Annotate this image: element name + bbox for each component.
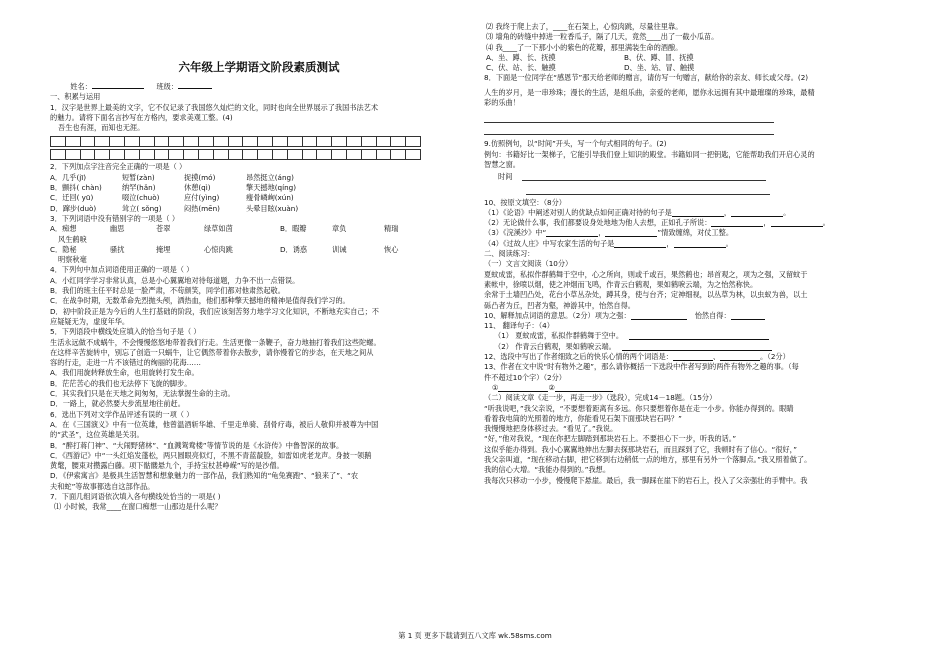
name-class-line: [50, 80, 468, 92]
grid-cell[interactable]: [169, 136, 184, 147]
q7-stem: 7．下面几组词语依次填入各句横线处恰当的一项是( ): [50, 491, 221, 501]
q13-line-2: 件不超过10个字）（2分）: [484, 372, 566, 382]
q3-option-row-cell: B．暇瓣: [280, 224, 307, 234]
q3-option-row-cell: 精瑞: [384, 224, 399, 234]
q8-example-1: 人生的岁月，是一串珍珠；漫长的生活，是组乐曲，亲爱的老师，愿你永远拥有其中最璀璨的珍珠，最精: [484, 87, 815, 97]
q2-option-row: [50, 183, 468, 193]
grid-cell[interactable]: [51, 136, 66, 147]
grid-cell[interactable]: [51, 149, 66, 160]
q12-blank-2[interactable]: [720, 352, 760, 361]
q2-option-row-cell: 耸立( sǒng): [122, 203, 162, 213]
q2-option-row-cell: B．颤抖( chàn): [50, 183, 102, 193]
q2-options: [50, 173, 468, 214]
grid-cell[interactable]: [303, 149, 318, 160]
q6-option: 黄氅，腰束对攒露白藤。项下骷髅悬九个，手持宝杖甚峥嵘”写的是沙僧。: [50, 461, 284, 471]
q3-option-row-cell: 心惊肉跳: [204, 244, 233, 254]
q10-text: ”情致缠绵，对仗工整。: [657, 228, 734, 238]
q8-answer-line-2[interactable]: [484, 124, 774, 135]
q5-option: C．其实我们只是在天地之间匆匆，无法掌握生命的主动。: [50, 389, 235, 399]
page-footer: 第 1 页 更多下载请到五八文库 wk.58sms.com: [398, 631, 552, 640]
grid-cell[interactable]: [199, 136, 214, 147]
q11a-prompt-2: 怡然自得：: [694, 310, 731, 320]
left-body: [50, 80, 468, 513]
q9-example-1: 例句：书籍好比一架梯子，它能引导我们登上知识的殿堂。书籍如同一把钥匙，它能帮助我们开启心灵的: [484, 149, 815, 159]
grid-cell[interactable]: [406, 149, 421, 160]
q6-stem: 6．选出下列对文学作品评述有误的一项（ ）: [50, 409, 194, 419]
q11-stem: 11、 翻译句子：（4）: [484, 321, 554, 331]
q13-blank-1[interactable]: [498, 383, 548, 392]
grid-cell[interactable]: [169, 149, 184, 160]
q2-option-row-cell: 头晕目眩(xuàn): [246, 203, 299, 213]
q1-quote: 吾生也有涯，而知也无涯。: [58, 123, 145, 133]
grid-cell[interactable]: [391, 149, 406, 160]
q9-answer-row: [484, 172, 898, 182]
q10-text: ，: [598, 228, 606, 238]
q2-option-row-cell: 应付(yìng): [184, 193, 220, 203]
q3-option-row-cell: 章负: [332, 224, 347, 234]
q5-passage-line: 在这样辛苦旋转中，别忘了创造一只蜗牛，让它偶然带着你去散步，请你慢着它的步态，在天地之间从: [50, 347, 374, 357]
q2-stem: 2．下列加点字注音完全正确的一项是（ ）: [50, 162, 187, 172]
q10-text: ，: [763, 218, 771, 228]
grid-cell[interactable]: [243, 136, 258, 147]
q9-example-2: 智慧之窗。: [484, 159, 520, 169]
q6-option: 夫和蛇”等故事都选自这部作品。: [50, 481, 155, 491]
grid-cell[interactable]: [273, 136, 288, 147]
q7-option-row-cell: B、伏、蹲、冒、抚摸: [624, 52, 694, 62]
grid-cell[interactable]: [377, 149, 392, 160]
q3-option-row-cell: 训诫: [332, 244, 347, 254]
section-2-1-heading: （一）文言文阅读（10分）: [484, 259, 573, 269]
q3-option-row: [50, 245, 468, 255]
grid-cell[interactable]: [184, 149, 199, 160]
q10-blank[interactable]: [614, 239, 666, 248]
q11a-blank-2[interactable]: [731, 311, 765, 320]
grid-cell[interactable]: [347, 136, 362, 147]
q10-blank[interactable]: [771, 218, 823, 227]
q3-options: [50, 224, 468, 265]
q10-text: ，: [666, 238, 674, 248]
q4-option: A．小红同学学习非常认真，总是小心翼翼地对待每道题，力争不出一点错误。: [50, 275, 300, 285]
grid-cell[interactable]: [125, 149, 140, 160]
q6-option: D．《伊索寓言》是极具生活智慧和想象魅力的一部作品，我们熟知的“龟兔赛跑”、“狼来了”、“农: [50, 471, 359, 481]
story-line: “听我说吧，”我父亲说，“不要想着距离有多远。你只要想着你是在走一小步。你能办得到的。眼睛: [484, 403, 794, 413]
q9-stem: 9.仿照例句，以“时间”开头，写一个句式相同的句子。(2): [484, 139, 667, 149]
grid-cell[interactable]: [332, 149, 347, 160]
q2-option-row-cell: 闷热(mēn): [184, 203, 220, 213]
q2-option-row-cell: 啜泣(chuò): [122, 193, 160, 203]
grid-cell[interactable]: [406, 136, 421, 147]
grid-cell[interactable]: [155, 136, 170, 147]
q13-blank-2[interactable]: [555, 383, 613, 392]
q2-option-row-cell: C．迁回( yū): [50, 193, 94, 203]
q10-blank[interactable]: [711, 218, 763, 227]
q7-options: [484, 53, 898, 74]
grid-cell[interactable]: [214, 136, 229, 147]
q2-option-row-cell: 擎天撼地(qíng): [246, 183, 297, 193]
q4-option: D．初中阶段正是为今后的人生打基础的阶段，我们应该刻苦努力地学习文化知识，不断地充实自己；不: [50, 306, 379, 316]
q5-option: D．一路上，就必然要大步流星地往前赶。: [50, 399, 185, 409]
q9-answer-line-2[interactable]: [526, 184, 770, 195]
grid-cell[interactable]: [317, 149, 332, 160]
writing-grid-2[interactable]: [50, 149, 421, 160]
grid-cell[interactable]: [95, 136, 110, 147]
story-line: 这似乎能办得到。我小心翼翼地伸出左脚去探那块岩石，而且踩到了它，我顿时有了信心。“很好，”: [484, 444, 797, 454]
q6-options: [50, 420, 468, 492]
grid-cell[interactable]: [66, 136, 81, 147]
class-label: 班级：: [156, 82, 179, 91]
section-2-2-heading: （二）阅读文章《走一步，再走一步》（选段），完成14－18题。（15分）: [484, 393, 717, 403]
name-label: 姓名：: [70, 82, 92, 91]
grid-cell[interactable]: [81, 136, 96, 147]
q10-blank[interactable]: [546, 228, 598, 237]
grid-cell[interactable]: [95, 149, 110, 160]
q9-time-label: 时间: [498, 172, 513, 182]
q3-option-row-cell: 明察秋毫: [58, 255, 87, 265]
q13-mark-2: ②: [548, 382, 555, 392]
grid-cell[interactable]: [140, 149, 155, 160]
grid-cell[interactable]: [317, 136, 332, 147]
q2-option-row-cell: D．蹿步(duò): [50, 203, 97, 213]
story-line: 看着我电筒的光照着的地方，你能看见石架下面那块岩石吗？”: [484, 413, 682, 423]
q3-option-row: [50, 255, 468, 265]
q10-text: （1）《论语》中阐述对别人的优缺点如何正确对待的句子是: [484, 207, 672, 217]
q5-passage: [50, 338, 468, 369]
q10-item: [484, 208, 898, 218]
grid-cell[interactable]: [362, 136, 377, 147]
q7-sentence-3: ⑶ 墙角的砖缝中掉进一粒香瓜子，隔了几天，竟然____出了一截小瓜苗。: [486, 32, 719, 42]
q3-option-row-cell: A．痴想: [50, 224, 77, 234]
grid-cell[interactable]: [81, 149, 96, 160]
q7-sentence-2: ⑵ 我终于爬上去了，____在石架上，心惊肉跳，尽量往里靠。: [486, 22, 683, 31]
q3-option-row-cell: D．诱惑: [280, 244, 308, 254]
q10-blank[interactable]: [605, 228, 657, 237]
q4-option: C．在战争时期，无数革命先烈抛头颅，洒热血，他们那种擎天撼地的精神是值得我们学习的。: [50, 296, 350, 306]
q10-text: 。: [725, 238, 733, 248]
q6-option: B．“醉打蒋门神”、“大闹野猪林”、“血溅鸳鸯楼”等情节说的是《水浒传》中鲁智深的故事。: [50, 440, 344, 450]
q4-options: [50, 276, 468, 327]
q11-item-2: [484, 342, 898, 352]
grid-cell[interactable]: [273, 149, 288, 160]
name-blank[interactable]: [92, 80, 144, 89]
class-blank[interactable]: [178, 80, 212, 89]
q5-option: B．茫茫苦心的我们也无法停下飞旋的脚步。: [50, 378, 192, 388]
grid-cell[interactable]: [258, 136, 273, 147]
grid-cell[interactable]: [214, 149, 229, 160]
q12-score: 。（2分）: [760, 352, 790, 362]
classical-passage-line: 砾凸者为丘，凹者为壑，神游其中，怡然自得。: [484, 300, 635, 310]
q10-text: 。: [822, 218, 830, 228]
story-line: 我的信心大增。“我能办得到的。”我想。: [484, 465, 611, 475]
q12-sep: 、: [712, 352, 721, 362]
q8-stem: 8．下面是一位同学在“感恩节”那天给老师的赠言，请仿写一句赠言，献给你的亲友、师长或父母。(2): [484, 73, 809, 83]
q3-option-row-cell: 绿草如茵: [204, 224, 233, 234]
q3-option-row-cell: 幽思: [110, 224, 125, 234]
q11a-blank-1[interactable]: [631, 311, 687, 320]
grid-cell[interactable]: [199, 149, 214, 160]
q3-stem: 3．下列词语中没有错别字的一项是（ ）: [50, 213, 180, 223]
q5-stem: 5．下列语段中横线处应填入的恰当句子是（ ）: [50, 327, 201, 337]
q8-example-2: 彩的乐曲！: [484, 98, 520, 108]
q5-option: A．我们用旋转释放生命，也用旋转打发生命。: [50, 368, 199, 378]
grid-cell[interactable]: [288, 149, 303, 160]
story-passage: [484, 404, 898, 486]
q7-option-row: [484, 53, 898, 63]
q2-option-row-cell: 休憩(qì): [184, 183, 211, 193]
grid-cell[interactable]: [332, 136, 347, 147]
q10-blank[interactable]: [674, 239, 726, 248]
q3-option-row: [50, 235, 468, 245]
q6-option: A．在《三国演义》中有一位英雄，他曾温酒斩华雄、千里走单骑、刮骨疗毒，被后人敬仰并被尊为中国: [50, 419, 379, 429]
grid-cell[interactable]: [110, 136, 125, 147]
q4-stem: 4．下列句中加点词语使用正确的一项是（ ）: [50, 265, 194, 275]
q3-option-row-cell: C．隐秘: [50, 244, 77, 254]
grid-cell[interactable]: [66, 149, 81, 160]
q12-blank-1[interactable]: [673, 352, 713, 361]
grid-cell[interactable]: [258, 149, 273, 160]
story-line: 我父亲叫道，“现在移动右脚，把它移到右边稍低一点的地方，那里有另外一个落脚点。”我又照着做了。: [484, 454, 812, 464]
q11-item-1-blank[interactable]: [629, 331, 769, 340]
grid-cell[interactable]: [184, 136, 199, 147]
q13-line-1: 13、作者在文中说“时有物外之趣”，那么请你概括一下选段中作者写到的两件有物外之趣的事。（每: [484, 362, 799, 372]
q10-stem: 10、按原文填空：（8分）: [484, 197, 566, 207]
q1-line-2: 的魅力。请将下面名言抄写在方格内，要求美观工整。(4): [50, 112, 233, 122]
q11-item-1-text: （1） 夏蚊成雷，私拟作群鹤舞于空中。: [494, 331, 624, 341]
q3-option-row-cell: 恢心: [384, 244, 399, 254]
q12-row: [484, 352, 898, 362]
q8-answer-line-1[interactable]: [484, 112, 774, 123]
q9-answer-line-1[interactable]: [522, 172, 766, 181]
grid-cell[interactable]: [377, 136, 392, 147]
classical-passage: [484, 270, 898, 311]
q2-option-row: [50, 193, 468, 203]
q10-text: （2）无论做什么事，我们都要设身处地地为他人去想，正如孔子所说：: [484, 218, 712, 228]
q11a-prompt: 10、解释加点词语的意思。（2分）项为之强：: [484, 310, 631, 320]
q7-option-row-cell: A、坐、蹲、长、抚摸: [486, 52, 556, 62]
section-2-heading: 二、阅读练习：: [484, 249, 535, 259]
q10-text: （4）《过故人庄》中写农家生活的句子是: [484, 238, 615, 248]
q7-sentence-1: ⑴ 小时候，我常____在窗口痴想一山那边是什么呢？: [54, 502, 222, 512]
q11-item-2-blank[interactable]: [622, 342, 772, 351]
classical-passage-line: 素帐中，徐喷以烟，使之冲烟而飞鸣，作青云白鹤观，果如鹤唳云端，为之怡然称快。: [484, 279, 758, 289]
q7-option-row: [484, 63, 898, 73]
q6-option: 的“武圣”，这位英雄是关羽。: [50, 430, 144, 440]
q4-option: B．我们的班主任平时总是一脸严肃，不苟颜笑，同学们都对他肃然起敬。: [50, 286, 285, 296]
story-line: 我慢慢地把身体移过去。“看见了。”我说。: [484, 424, 618, 434]
q7-sentence-4: ⑷ 我____了一下那小小的紫色的花瓣，那里满装生命的酒酿。: [486, 42, 683, 52]
grid-cell[interactable]: [155, 149, 170, 160]
q2-option-row: [50, 173, 468, 183]
q5-options: [50, 368, 468, 409]
right-body: [484, 22, 898, 486]
grid-cell[interactable]: [140, 136, 155, 147]
story-line: 我每次只移动一小步，慢慢爬下悬崖。最后，我一脚踩在崖下的岩石上，投入了父亲强壮的手臂中。我: [484, 475, 808, 485]
q10-blank[interactable]: [731, 208, 783, 217]
q2-option-row-cell: 捉摸(mó): [184, 172, 216, 182]
grid-cell[interactable]: [288, 136, 303, 147]
q3-option-row-cell: 骚扰: [110, 244, 125, 254]
q3-option-row-cell: 苍翠: [156, 224, 171, 234]
grid-cell[interactable]: [362, 149, 377, 160]
grid-cell[interactable]: [229, 136, 244, 147]
grid-cell[interactable]: [303, 136, 318, 147]
q5-passage-line: 生活永远做不成蜗牛，不会慢慢悠悠地带着我们行走。生活更像一条鞭子，奋力地抽打着我们这些陀螺。: [50, 337, 381, 347]
q10-blank[interactable]: [672, 208, 724, 217]
q7-option-row-cell: D、坐、站、冒、触摸: [624, 63, 695, 73]
q13-answer-row: [484, 383, 898, 393]
page-title: 六年级上学期语文阶段素质测试: [178, 60, 340, 74]
q5-passage-line: 容的行走，走进一片不该错过的绚丽的花海……: [50, 358, 201, 368]
grid-cell[interactable]: [110, 149, 125, 160]
q10-text: （3）《浣溪沙》中“: [484, 228, 547, 238]
grid-cell[interactable]: [243, 149, 258, 160]
q2-option-row-cell: A．几乎(jī): [50, 172, 87, 182]
writing-grid-1[interactable]: [50, 136, 421, 147]
q2-option-row-cell: 纳罕(hǎn): [122, 183, 156, 193]
q2-option-row-cell: 短暂(zàn): [122, 172, 155, 182]
q3-option-row-cell: 风生鹤唳: [58, 234, 87, 244]
q7-option-row-cell: C、伏、站、长、触摸: [486, 63, 556, 73]
q10-items: [484, 208, 898, 249]
q4-option: 应疑疑无为，虚度年华。: [50, 316, 130, 326]
q13-mark-1: ①: [492, 382, 499, 392]
q2-option-row-cell: 昂然挺立(áng): [246, 172, 294, 182]
q10-item: [484, 218, 898, 228]
q11a-row: [484, 311, 898, 321]
grid-cell[interactable]: [391, 136, 406, 147]
q10-text: ，: [723, 207, 732, 217]
section-1-heading: 一、积累与运用: [50, 92, 101, 102]
q2-option-row-cell: 瘦骨嶙峋(xún): [246, 193, 294, 203]
q11-item-1: [484, 331, 898, 341]
q3-option-row-cell: 掩埋: [156, 244, 171, 254]
grid-cell[interactable]: [347, 149, 362, 160]
q3-option-row: [50, 224, 468, 234]
q1-line-1: 1．汉字是世界上最美的文字，它不仅记录了我国悠久灿烂的文化，同时也向全世界展示了我国书法艺术: [50, 102, 379, 112]
story-line: “好，”他对我说，“现在你把左脚踏到那块岩石上。不要担心下一步，听我的话。”: [484, 434, 737, 444]
q12-prompt: 12、选段中写出了作者细致之后的快乐心情的两个词语是：: [484, 352, 673, 362]
q10-item: [484, 228, 898, 238]
q11-item-2-text: （2） 作青云白鹤观，果如鹤唳云端。: [494, 341, 616, 351]
q2-option-row: [50, 204, 468, 214]
grid-cell[interactable]: [229, 149, 244, 160]
classical-passage-line: 夏蚊成雷，私拟作群鹤舞于空中，心之所向，则或千或百，果然鹤也；昂首观之，项为之强，又留蚊于: [484, 269, 808, 279]
classical-passage-line: 余常于土墙凹凸处，花台小草丛杂处，蹲其身，使与台齐；定神细视，以丛草为林，以虫蚁为兽，以土: [484, 290, 808, 300]
q6-option: C．《西游记》中“一头红焰发蓬松，两只圆眼亮似灯，不黑不青蓝靛脸，如雷如虎老龙声。身披一领鹅: [50, 450, 372, 460]
q10-item: [484, 239, 898, 249]
grid-cell[interactable]: [125, 136, 140, 147]
q10-text: 。: [783, 207, 791, 217]
